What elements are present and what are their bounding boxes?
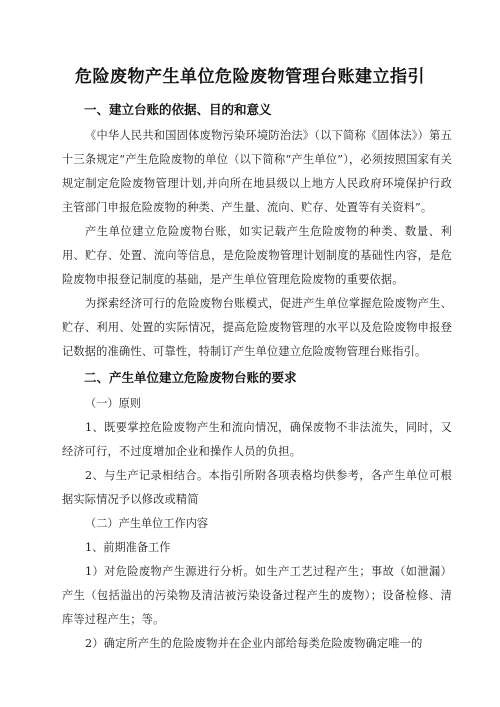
- step-preparation: 1、前期准备工作: [85, 541, 171, 554]
- paragraph-law-citation: 《中华人民共和国固体废物污染环境防治法》（以下简称《固体法》）第五十三条规定“产生危险废物的单位（以下简称“产生单位”），必须按照国家有关规定制定危险废物管理计划,并向所在地县级以上地方人民政府环境保护行政主管部门申报危险废物的种类、产生量、流向、贮存、处置等有关资料”。: [62, 129, 452, 214]
- principle-item-2: 2、与生产记录相结合。本指引所附各项表格均供参考，各产生单位可根据实际情况予以修改或精简: [62, 469, 452, 506]
- paragraph-ledger-guideline: 为探索经济可行的危险废物台账模式，促进产生单位掌握危险废物产生、贮存、利用、处置的实际情况，提高危险废物管理的水平以及危险废物申报登记数据的准确性、可靠性，特制订产生单位建立危险废物管理台账指引。: [62, 297, 452, 358]
- section-heading-basis: 一、建立台账的依据、目的和意义: [84, 102, 272, 117]
- section-heading-requirements: 二、产生单位建立危险废物台账的要求: [84, 370, 297, 385]
- subheading-principles: （一）原则: [85, 397, 141, 410]
- principle-item-1: 1、既要掌控危险废物产生和流向情况，确保废物不非法流失，同时，又经济可行，不过度增加企业和操作人员的负担。: [62, 421, 452, 458]
- subheading-work-content: （二）产生单位工作内容: [85, 517, 209, 530]
- document-title: 危险废物产生单位危险废物管理台账建立指引: [75, 67, 425, 87]
- paragraph-ledger-purpose: 产生单位建立危险废物台账，如实记载产生危险废物的种类、数量、利用、贮存、处置、流向等信息，是危险废物管理计划制度的基础性内容，是危险废物申报登记制度的基础，是产生单位管理危险废物的重要依据。: [62, 225, 452, 286]
- step-preparation-item-2: 2）确定所产生的危险废物并在企业内部给每类危险废物确定唯一的: [85, 637, 423, 650]
- document-body: [62, 100, 452, 656]
- step-preparation-item-1: 1）对危险废物产生源进行分析。如生产工艺过程产生；事故（如泄漏）产生（包括溢出的污染物及清洁被污染设备过程产生的废物）；设备检修、清库等过程产生；等。: [62, 565, 452, 626]
